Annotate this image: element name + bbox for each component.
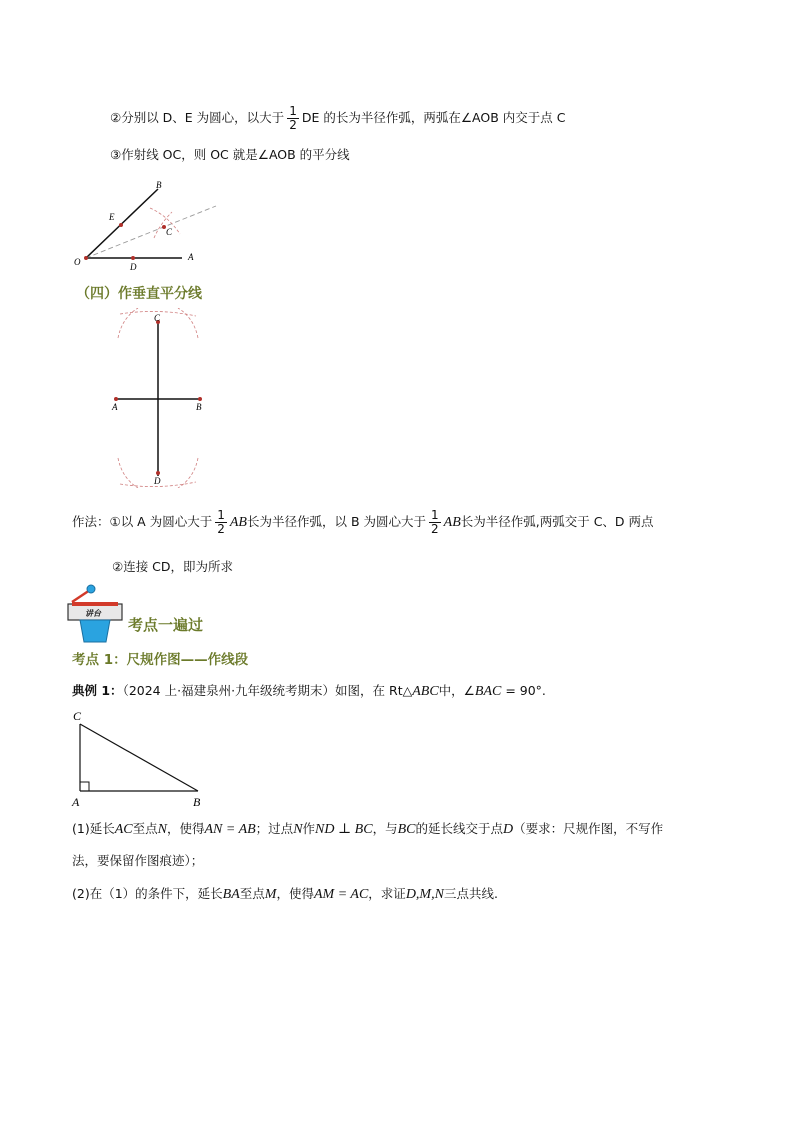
banner-title: 考点一遍过 [128, 616, 204, 634]
method-step-1: 作法：①以 A 为圆心大于 $\frac{1}{2}$ AB长为半径作弧，以 B 为圆心大于 $\frac{1}{2}$ AB长为半径作弧,两弧交于 C、D 两点 [72, 508, 654, 536]
example-label: 典例 1： [72, 683, 123, 698]
right-angle-mark [80, 782, 89, 791]
label-a: A [112, 402, 118, 412]
label-b: B [193, 795, 201, 809]
arc-top-right [178, 308, 198, 338]
side-cb [80, 724, 198, 791]
podium-icon [62, 582, 128, 644]
arc-from-e [150, 208, 180, 234]
point-d [156, 471, 160, 475]
arc-bottom-left [118, 458, 138, 488]
section-4-title: （四）作垂直平分线 [76, 286, 202, 302]
question-2: (2)在（1）的条件下，延长BA至点M，使得AM = AC，求证D,M,N三点共线. [72, 886, 498, 902]
label-a: A [188, 252, 194, 262]
podium-label: 讲台 [85, 609, 101, 618]
bisector-step-2 [110, 105, 565, 132]
fraction-half-1: $\frac{1}{2}$ [217, 508, 225, 536]
angle-bisector-figure [70, 178, 220, 273]
label-d: D [154, 476, 161, 486]
bisector-ray-oc [86, 206, 216, 258]
point-o [84, 256, 88, 260]
perpendicular-bisector-figure [110, 308, 220, 488]
label-b: B [196, 402, 202, 412]
label-b: B [156, 180, 162, 190]
step2-text-post: DE 的长为半径作弧，两弧在∠AOB 内交于点 C [301, 110, 566, 125]
label-a: A [72, 795, 80, 809]
question-1-line-1: (1)延长AC至点N，使得AN = AB；过点N作ND ⊥ BC，与BC的延长线交于点D（要求：尺规作图，不写作 [72, 821, 664, 837]
label-c: C [154, 313, 161, 323]
point-d [131, 256, 135, 260]
method-step-2: ②连接 CD，即为所求 [112, 559, 234, 574]
point-a [114, 397, 118, 401]
label-c: C [73, 709, 82, 723]
arc-bottom-right [178, 458, 198, 488]
fraction-half: $\frac{1}{2}$ [289, 104, 297, 132]
label-e: E [109, 212, 115, 222]
question-1-line-2: 法，要保留作图痕迹）； [72, 853, 204, 868]
label-o: O [74, 257, 81, 267]
point-b [198, 397, 202, 401]
point-e [119, 223, 123, 227]
label-c: C [166, 227, 173, 237]
bisector-step-3: ③作射线 OC，则 OC 就是∠AOB 的平分线 [110, 147, 350, 162]
example-1: 典例 1：（2024 上·福建泉州·九年级统考期末）如图，在 Rt△ABC中，∠BAC = 90°. [72, 683, 546, 699]
topic-1-title: 考点 1：尺规作图——作线段 [72, 652, 249, 668]
right-triangle-figure [68, 706, 218, 810]
fraction-half-2: $\frac{1}{2}$ [431, 508, 439, 536]
label-d: D [130, 262, 137, 272]
step2-text-pre: ②分别以 D、E 为圆心，以大于 [110, 110, 285, 125]
